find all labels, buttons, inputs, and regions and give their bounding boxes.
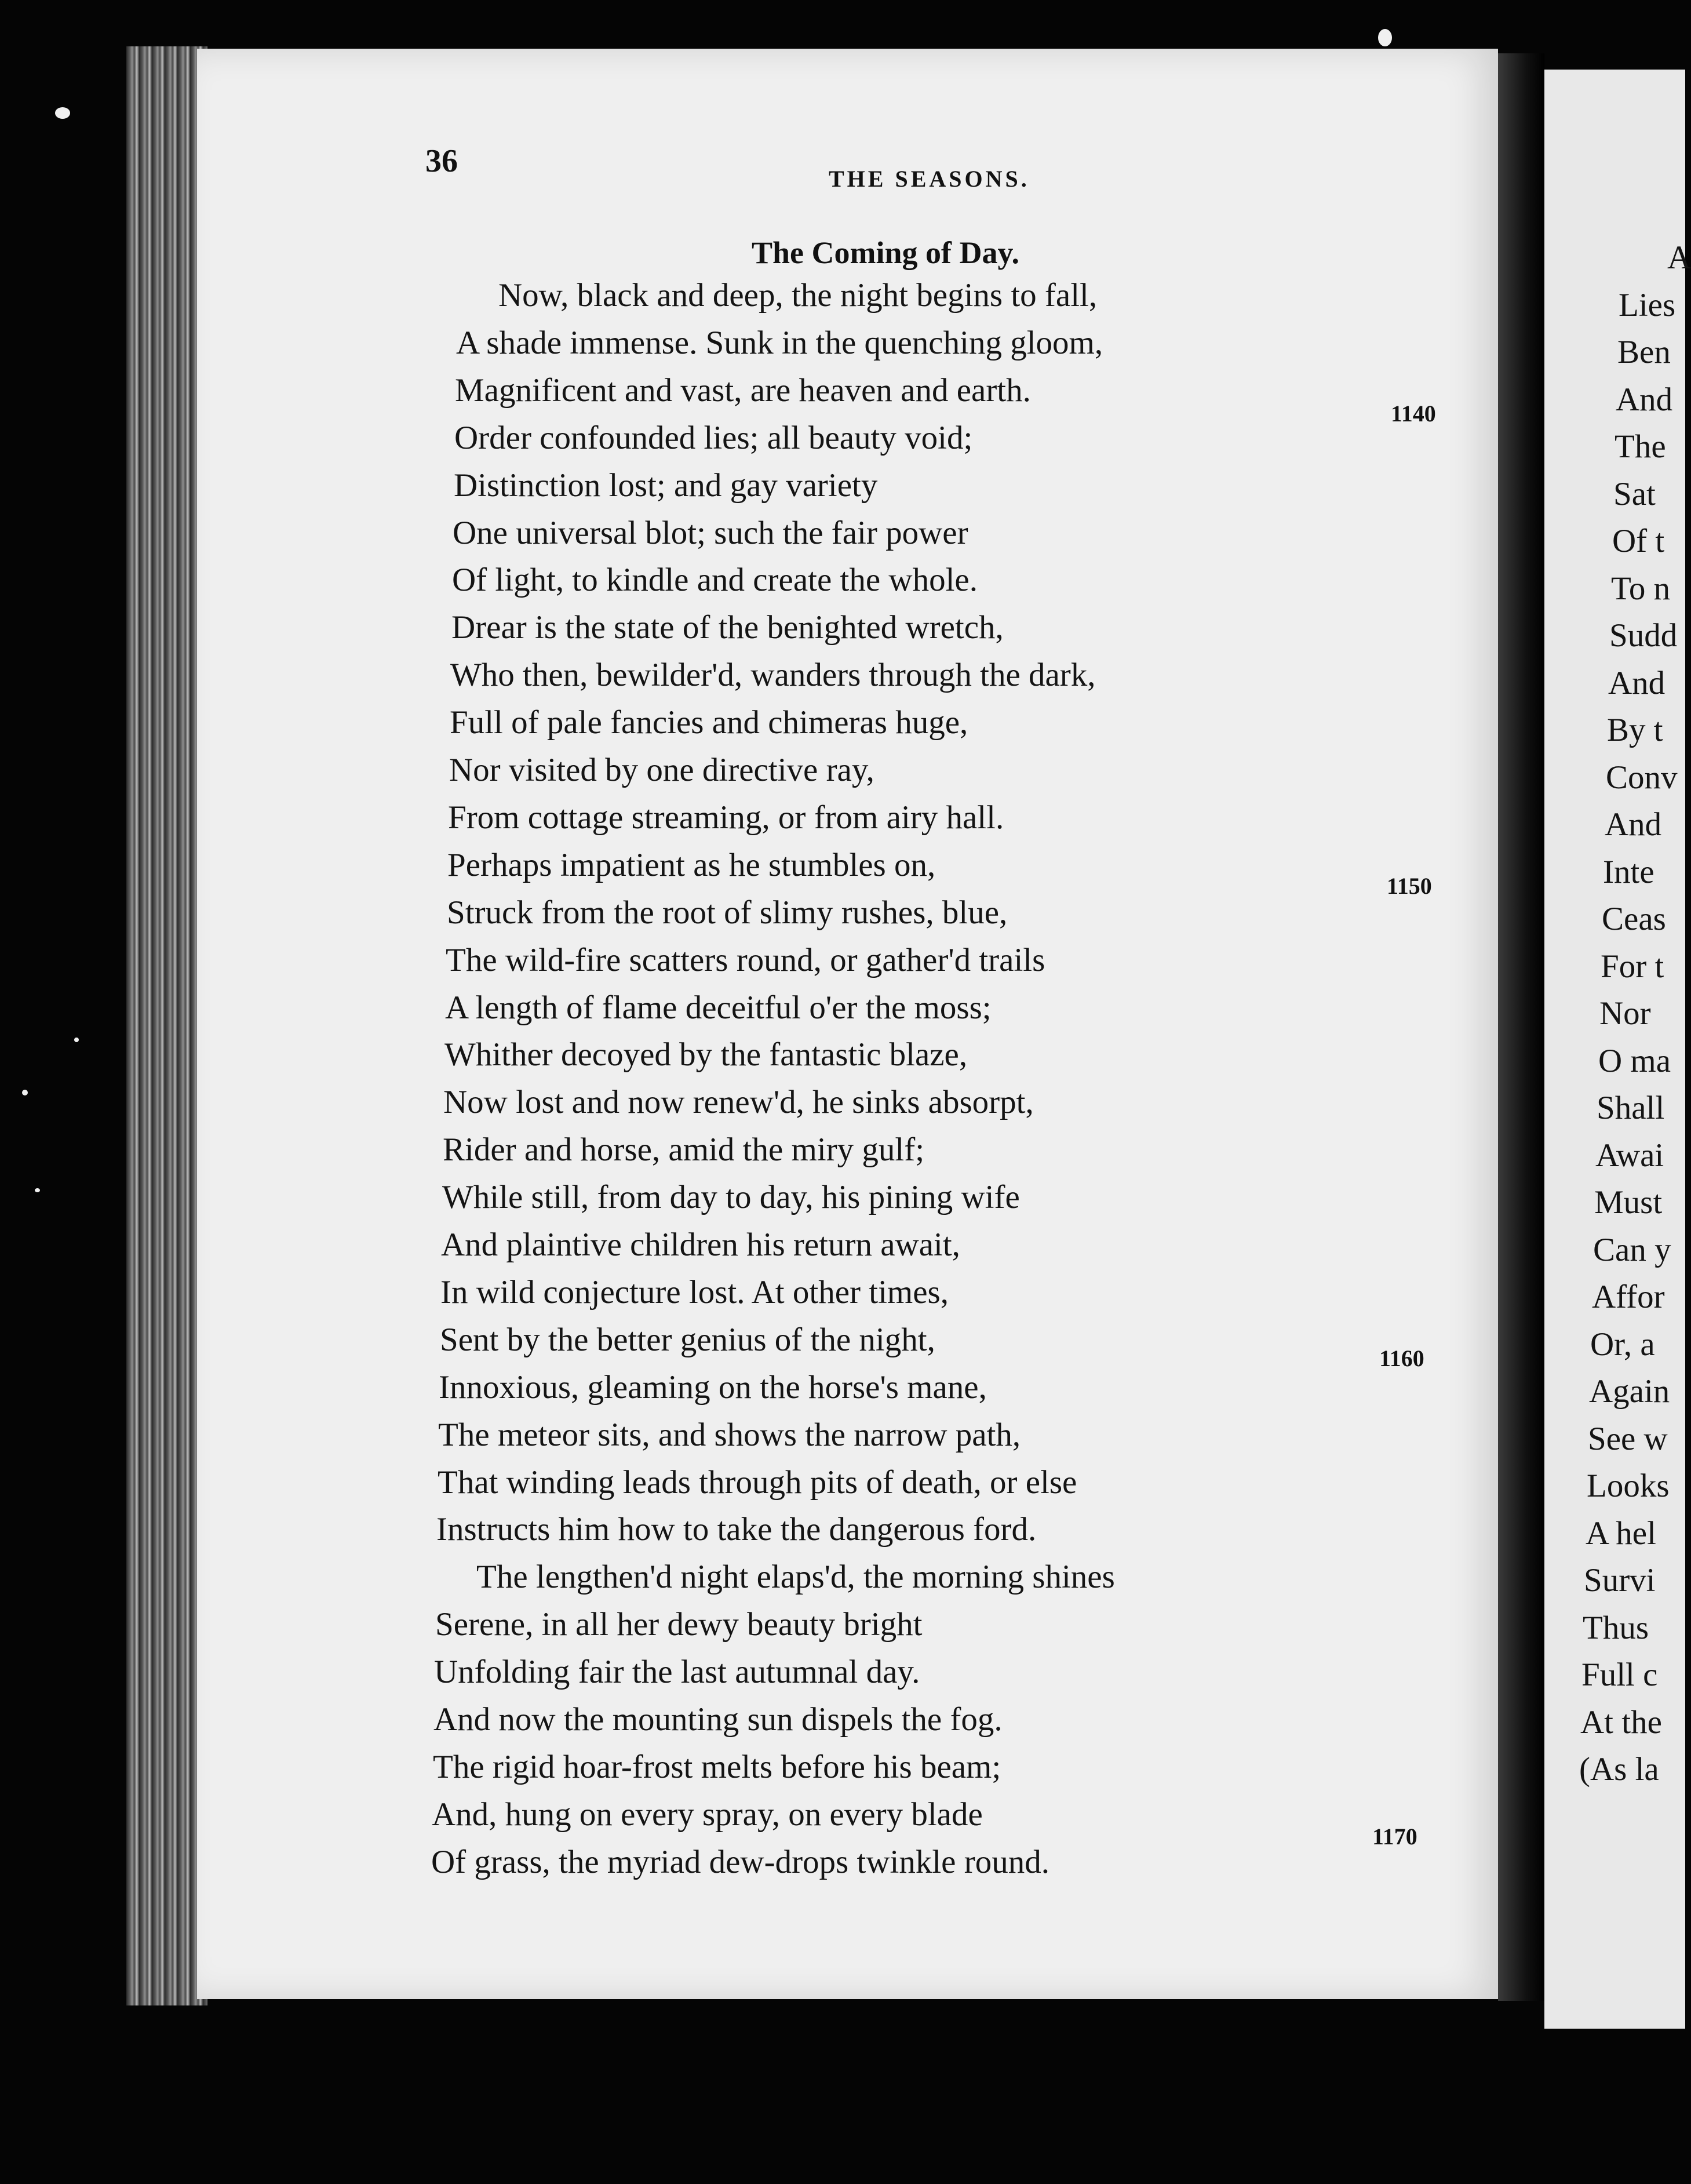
poem-line: Struck from the root of slimy rushes, blue, <box>447 894 1008 931</box>
poem-line: That winding leads through pits of death, or else <box>438 1464 1077 1501</box>
poem-line: Of grass, the myriad dew-drops twinkle round. <box>431 1844 1049 1880</box>
right-page-line-fragment: Thus <box>1583 1610 1649 1646</box>
page-edges <box>126 46 207 2005</box>
poem-line: A length of flame deceitful o'er the moss; <box>445 989 992 1026</box>
page-number: 36 <box>425 143 458 179</box>
scan-speck <box>22 1090 28 1095</box>
right-page-line-fragment: Awai <box>1595 1137 1664 1174</box>
right-page-line-fragment: Survi <box>1584 1562 1656 1599</box>
right-page-line-fragment: Sudd <box>1609 617 1678 654</box>
poem-line: And now the mounting sun dispels the fog. <box>433 1701 1003 1738</box>
scan-speck <box>35 1188 40 1192</box>
scan-speck <box>55 107 70 119</box>
poem-line: Sent by the better genius of the night, <box>440 1322 935 1358</box>
poem-line: The rigid hoar-frost melts before his beam; <box>433 1749 1001 1785</box>
right-page-line-fragment: A <box>1667 239 1691 276</box>
poem-line: Unfolding fair the last autumnal day. <box>434 1654 920 1690</box>
poem-line: Who then, bewilder'd, wanders through the dark, <box>450 657 1096 693</box>
right-page-line-fragment: Of t <box>1612 523 1665 559</box>
poem-line: The meteor sits, and shows the narrow path, <box>438 1417 1021 1453</box>
scan-speck <box>1378 29 1392 46</box>
poem-line: Now, black and deep, the night begins to fall, <box>498 277 1098 314</box>
right-page-line-fragment: Nor <box>1599 995 1651 1032</box>
right-page-line-fragment: See w <box>1588 1421 1668 1457</box>
right-page-line-fragment: Looks <box>1587 1468 1670 1504</box>
book-gutter <box>1498 53 1544 2001</box>
right-page-line-fragment: And <box>1605 806 1662 843</box>
right-page-line-fragment: Sat <box>1613 476 1656 512</box>
poem-line: Of light, to kindle and create the whole. <box>452 562 978 598</box>
right-page-line-fragment: Again <box>1589 1373 1670 1410</box>
poem-line: The lengthen'd night elaps'd, the morning shines <box>476 1559 1115 1595</box>
right-page-line-fragment: At the <box>1580 1704 1662 1741</box>
line-number: 1160 <box>1379 1345 1424 1371</box>
poem-line: In wild conjecture lost. At other times, <box>440 1274 949 1311</box>
line-number: 1150 <box>1387 873 1432 899</box>
right-page-line-fragment: And <box>1608 665 1666 701</box>
right-page-line-fragment: Conv <box>1606 759 1678 796</box>
poem-line: Magnificent and vast, are heaven and earth. <box>455 372 1031 409</box>
right-page-line-fragment: Affor <box>1592 1279 1665 1315</box>
poem-line: Serene, in all her dewy beauty bright <box>435 1606 923 1643</box>
right-page-line-fragment: And <box>1616 381 1673 418</box>
right-page-line-fragment: The <box>1615 428 1666 465</box>
section-title: The Coming of Day. <box>752 235 1020 270</box>
right-page-line-fragment: For t <box>1601 948 1664 985</box>
right-page-line-fragment: By t <box>1607 712 1663 748</box>
scan-speck <box>74 1038 79 1042</box>
right-page-line-fragment: A hel <box>1586 1515 1656 1552</box>
poem-line: And, hung on every spray, on every blade <box>432 1796 983 1833</box>
line-number: 1140 <box>1391 401 1436 427</box>
poem-line: Nor visited by one directive ray, <box>449 752 874 788</box>
poem-line: Whither decoyed by the fantastic blaze, <box>444 1036 968 1073</box>
right-page-line-fragment: Or, a <box>1590 1326 1655 1363</box>
poem-line: One universal blot; such the fair power <box>453 515 968 551</box>
poem-line: From cottage streaming, or from airy hall. <box>448 799 1004 836</box>
poem-line: The wild-fire scatters round, or gather'd trails <box>446 942 1045 978</box>
poem-line: While still, from day to day, his pining wife <box>442 1179 1020 1215</box>
poem-line: And plaintive children his return await, <box>441 1226 960 1263</box>
right-page-line-fragment: O ma <box>1598 1043 1671 1079</box>
right-page-line-fragment: Full c <box>1581 1657 1658 1693</box>
right-page-line-fragment: Lies <box>1619 287 1676 323</box>
poem-line: Now lost and now renew'd, he sinks absorpt, <box>443 1084 1034 1120</box>
right-page-line-fragment: Ceas <box>1602 901 1666 937</box>
right-page-line-fragment: Inte <box>1603 854 1654 890</box>
right-page-line-fragment: (As la <box>1579 1751 1659 1788</box>
right-page-line-fragment: Ben <box>1617 334 1671 370</box>
right-page-line-fragment: Shall <box>1597 1090 1665 1126</box>
poem-line: Innoxious, gleaming on the horse's mane, <box>439 1369 987 1406</box>
line-number: 1170 <box>1372 1823 1417 1850</box>
poem-line: Drear is the state of the benighted wretch, <box>451 609 1004 646</box>
poem-line: A shade immense. Sunk in the quenching gloom, <box>456 325 1103 361</box>
right-page-line-fragment: To n <box>1611 570 1671 607</box>
right-page-line-fragment: Can y <box>1593 1232 1671 1268</box>
right-page-line-fragment: Must <box>1594 1184 1663 1221</box>
running-head: THE SEASONS. <box>829 166 1030 192</box>
poem-line: Order confounded lies; all beauty void; <box>454 420 973 456</box>
poem-line: Full of pale fancies and chimeras huge, <box>450 704 968 741</box>
poem-line: Perhaps impatient as he stumbles on, <box>447 847 936 883</box>
poem-line: Rider and horse, amid the miry gulf; <box>443 1131 925 1168</box>
poem-line: Distinction lost; and gay variety <box>454 467 878 504</box>
poem-line: Instructs him how to take the dangerous ford. <box>436 1511 1037 1548</box>
right-page <box>1544 70 1691 2029</box>
